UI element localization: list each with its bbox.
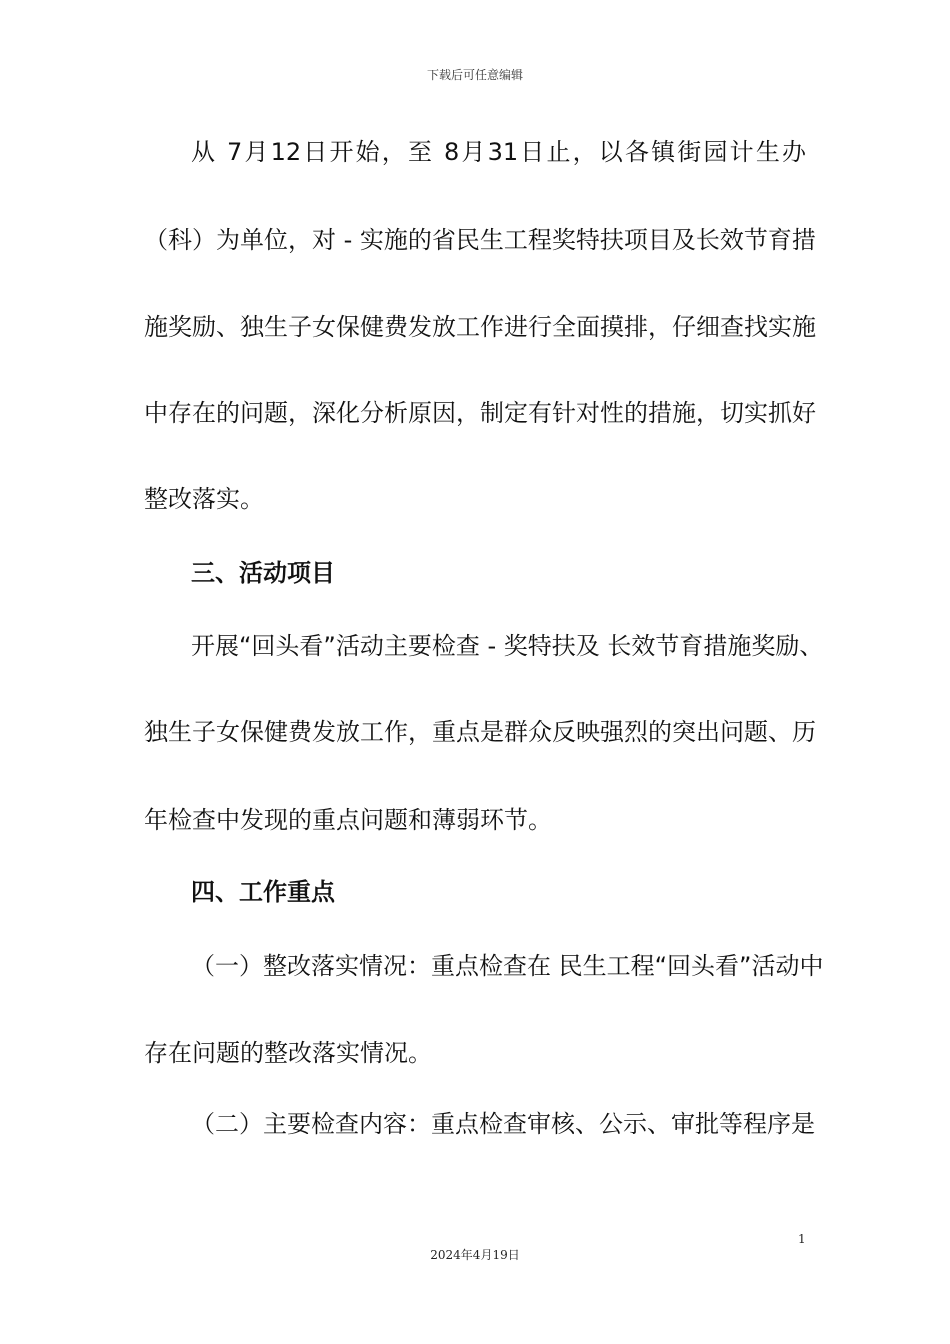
- paragraph-2-line-3: 年检查中发现的重点问题和薄弱环节。: [144, 806, 552, 834]
- paragraph-2-line-1: 开展“回头看”活动主要检查 - 奖特扶及 长效节育措施奖励、: [191, 632, 824, 660]
- paragraph-1-line-4: 中存在的问题，深化分析原因，制定有针对性的措施，切实抓好: [144, 399, 816, 427]
- paragraph-1-line-3: 施奖励、独生子女保健费发放工作进行全面摸排，仔细查找实施: [144, 313, 816, 341]
- paragraph-2-line-2: 独生子女保健费发放工作，重点是群众反映强烈的突出问题、历: [144, 718, 816, 746]
- paragraph-1-line-5: 整改落实。: [144, 485, 264, 513]
- paragraph-3-line-1: （一）整改落实情况：重点检查在 民生工程“回头看”活动中: [191, 952, 824, 980]
- section-4-heading: 四、工作重点: [191, 878, 335, 906]
- page-number: 1: [798, 1232, 806, 1246]
- page-header: 下载后可任意编辑: [426, 68, 523, 82]
- footer-date: 2024年4月19日: [430, 1248, 520, 1262]
- paragraph-3-line-2: 存在问题的整改落实情况。: [144, 1039, 432, 1067]
- paragraph-4-line-1: （二）主要检查内容：重点检查审核、公示、审批等程序是: [191, 1110, 815, 1138]
- section-3-heading: 三、活动项目: [191, 559, 335, 587]
- paragraph-1-line-2: （科）为单位，对 - 实施的省民生工程奖特扶项目及长效节育措: [144, 226, 816, 254]
- paragraph-1-line-1: 从 7月12日开始，至 8月31日止，以各镇街园计生办: [191, 138, 806, 166]
